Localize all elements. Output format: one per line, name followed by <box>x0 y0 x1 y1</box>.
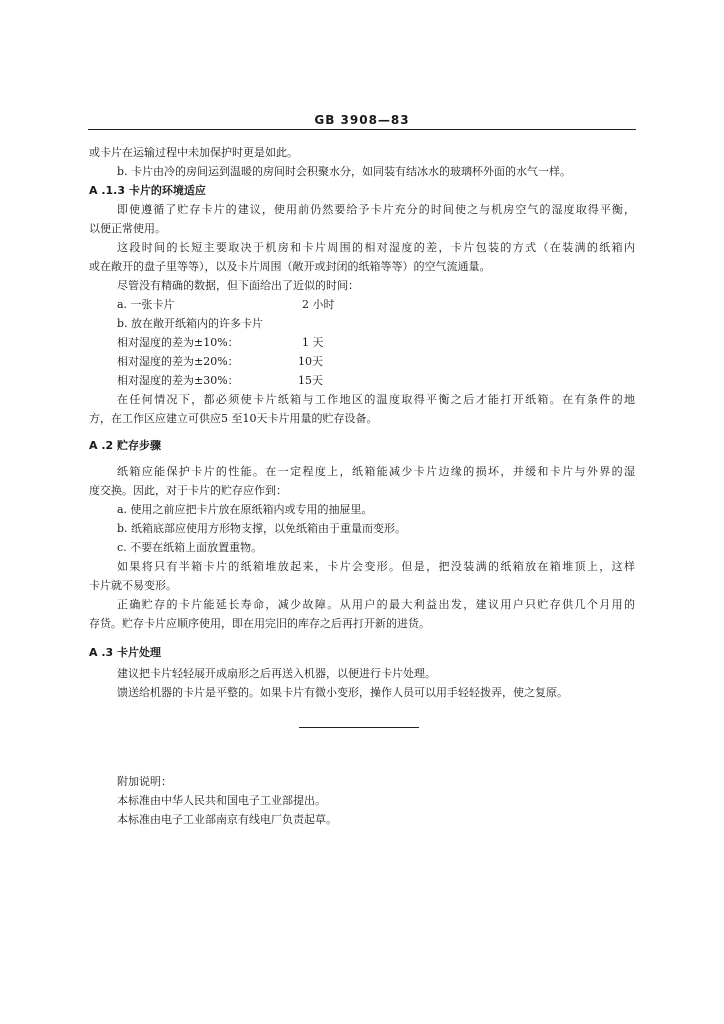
end-rule <box>299 727 419 728</box>
section-heading-a-3: A .3 卡片处理 <box>89 646 162 659</box>
paragraph-line: 度交换。因此，对于卡片的贮存应作到： <box>89 484 287 497</box>
notes-title: 附加说明： <box>117 775 172 788</box>
paragraph-line: 卡片就不易变形。 <box>89 579 177 592</box>
paragraph-line: 这段时间的长短主要取决于机房和卡片周围的相对湿度的差，卡片包装的方式（在装满的纸箱内 <box>117 241 635 254</box>
time-list-label: 相对湿度的差为±30%： <box>117 374 239 387</box>
section-heading-a-2: A .2 贮存步骤 <box>89 439 162 452</box>
notes-line: 本标准由中华人民共和国电子工业部提出。 <box>117 794 326 807</box>
paragraph-line: 即使遵循了贮存卡片的建议，使用前仍然要给予卡片充分的时间使之与机房空气的湿度取得平衡， <box>117 203 635 216</box>
time-list-label: b. 放在敞开纸箱内的许多卡片 <box>117 317 264 330</box>
paragraph-line: 如果将只有半箱卡片的纸箱堆放起来，卡片会变形。但是，把没装满的纸箱放在箱堆顶上，这样 <box>117 560 635 573</box>
paragraph-line: 尽管没有精确的数据，但下面给出了近似的时间： <box>117 279 359 292</box>
paragraph-line: 以便正常使用。 <box>89 222 166 235</box>
list-item-b: b. 纸箱底部应使用方形物支撑，以免纸箱由于重量而变形。 <box>117 522 407 535</box>
paragraph-line: 正确贮存的卡片能延长寿命，减少故障。从用户的最大利益出发，建议用户只贮存供几个月用的 <box>117 598 635 611</box>
time-list-label: a. 一张卡片 <box>117 298 175 311</box>
paragraph-line: 存货。贮存卡片应顺序使用，即在用完旧的库存之后再打开新的进货。 <box>89 617 430 630</box>
paragraph-line: 或在敞开的盘子里等等），以及卡片周围（敞开或封闭的纸箱等等）的空气流通量。 <box>89 260 491 273</box>
time-list-label: 相对湿度的差为±20%： <box>117 355 239 368</box>
section-heading-a-1-3: A .1.3 卡片的环境适应 <box>89 184 206 197</box>
notes-line: 本标准由电子工业部南京有线电厂负责起草。 <box>117 813 337 826</box>
time-list-value: 15天 <box>298 374 323 387</box>
header-rule <box>88 129 636 130</box>
list-item-b-condensation: b. 卡片由冷的房间运到温暖的房间时会积聚水分，如同装有结冰水的玻璃杯外面的水气一样。 <box>117 165 572 178</box>
paragraph-line: 纸箱应能保护卡片的性能。在一定程度上，纸箱能减少卡片边缘的损坏，并缓和卡片与外界的湿 <box>117 465 635 478</box>
time-list-value: 10天 <box>298 355 323 368</box>
paragraph-line: 建议把卡片轻轻展开成扇形之后再送入机器，以便进行卡片处理。 <box>117 667 436 680</box>
time-list-label: 相对湿度的差为±10%： <box>117 336 239 349</box>
continuation-line: 或卡片在运输过程中未加保护时更是如此。 <box>89 146 298 159</box>
list-item-c: c. 不要在纸箱上面放置重物。 <box>117 541 263 554</box>
paragraph-line: 馈送给机器的卡片是平整的。如果卡片有微小变形，操作人员可以用手轻轻拨弄，使之复原。 <box>117 686 568 699</box>
time-list-value: 2 小时 <box>302 298 335 311</box>
paragraph-line: 在任何情况下，都必须使卡片纸箱与工作地区的温度取得平衡之后才能打开纸箱。在有条件的地 <box>117 393 635 406</box>
paragraph-line: 方，在工作区应建立可供应5 至10天卡片用量的贮存设备。 <box>89 412 378 425</box>
time-list-value: 1 天 <box>302 336 324 349</box>
list-item-a: a. 使用之前应把卡片放在原纸箱内或专用的抽屉里。 <box>117 503 373 516</box>
standard-code-header: GB 3908—83 <box>314 113 410 127</box>
